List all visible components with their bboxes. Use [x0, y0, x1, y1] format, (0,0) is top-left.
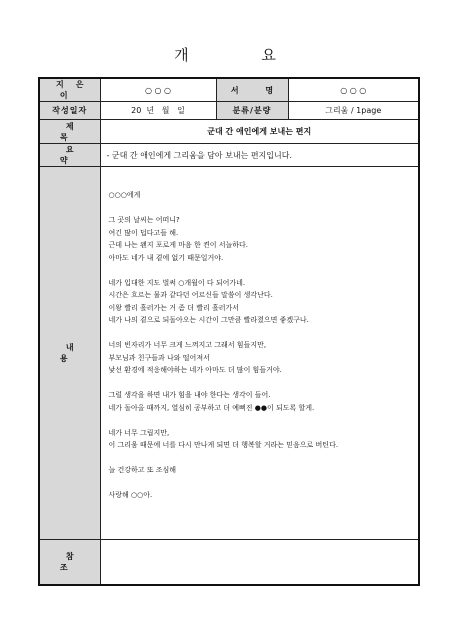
- author-label: 지은이: [39, 78, 100, 102]
- letter-line: [109, 202, 411, 215]
- overview-table: [38, 77, 420, 586]
- letter-line: 아마도 네가 내 곁에 없기 때문일거야.: [108, 253, 224, 262]
- letter-line: [109, 377, 411, 390]
- letter-line: 시간은 흐르는 물과 같다던 어르신들 말씀이 생각난다.: [108, 291, 273, 299]
- reference-label: 참 조: [39, 540, 100, 585]
- letter-line: [109, 327, 411, 340]
- content-row: [39, 167, 419, 540]
- date-value: 20 년 월 일: [100, 102, 216, 120]
- letter-line: [109, 452, 411, 465]
- reference-value: [100, 540, 419, 585]
- letter-body: [100, 167, 419, 540]
- content-label: 내 용: [39, 167, 100, 540]
- letter-line: 네가 돌아올 때까지, 열심히 공부하고 더 예뻐진 ●●이 되도록 할게.: [108, 403, 315, 412]
- letter-line: 여긴 많이 덥다고들 해.: [108, 228, 179, 237]
- letter-line: 네가 입대한 지도 벌써 ○개월이 다 되어가네.: [108, 278, 246, 287]
- letter-line: 낯선 환경에 적응해야하는 네가 아마도 더 많이 힘들거야.: [108, 366, 282, 374]
- subject-value: 군대 간 애인에게 보내는 편지: [100, 120, 419, 144]
- letter-line: 사랑해 ○○아.: [108, 491, 153, 499]
- letter-line: 이 그리움 때문에 너를 다시 만나게 되면 더 행복할 거라는 믿음으로 버틴다.: [108, 441, 339, 449]
- letter-line: 이왕 빨리 흘러가는 거 좀 더 빨리 흘러가서: [108, 303, 240, 312]
- letter-line: ○○○에게: [108, 191, 141, 199]
- letter-line: [109, 414, 411, 427]
- summary-label: 요 약: [39, 144, 100, 167]
- subject-label: 제 목: [39, 120, 100, 144]
- category-label: 분류/분량: [216, 102, 288, 120]
- letter-line: [109, 264, 411, 277]
- letter-line: 네가 나의 곁으로 되돌아오는 시간이 그만큼 빨라졌으면 좋겠구나.: [108, 316, 309, 324]
- letter-line: 근데 나는 왠지 포로게 마음 한 켠이 서늘하다.: [108, 241, 249, 249]
- letter-line: 네가 너무 그립지만,: [108, 428, 170, 437]
- letter-line: 늘 건강하고 또 조심해: [108, 466, 177, 474]
- author-value: ○ ○ ○: [100, 78, 216, 102]
- letter-line: 그 곳의 날씨는 어떠니?: [108, 216, 180, 224]
- date-label: 작성일자: [39, 102, 100, 120]
- letter-line: 부모님과 친구들과 나와 떨어져서: [108, 353, 210, 362]
- signature-value: ○ ○ ○: [288, 78, 419, 102]
- letter-line: 그럴 생각을 하면 내가 힘을 내야 한다는 생각이 들어.: [108, 391, 271, 399]
- signature-label: 서 명: [216, 78, 288, 102]
- reference-row: [39, 540, 419, 585]
- letter-line: [109, 477, 411, 490]
- page-title: 개 요: [174, 46, 310, 64]
- letter-line: 너의 빈자리가 너무 크게 느껴지고 그래서 힘들지만,: [108, 341, 267, 349]
- summary-value: - 군대 간 애인에게 그리움을 담아 보내는 편지입니다.: [100, 144, 419, 167]
- author-row: [39, 78, 419, 102]
- date-row: [39, 102, 419, 120]
- category-value: 그리움 / 1page: [288, 102, 419, 120]
- summary-row: [39, 144, 419, 167]
- subject-row: [39, 120, 419, 144]
